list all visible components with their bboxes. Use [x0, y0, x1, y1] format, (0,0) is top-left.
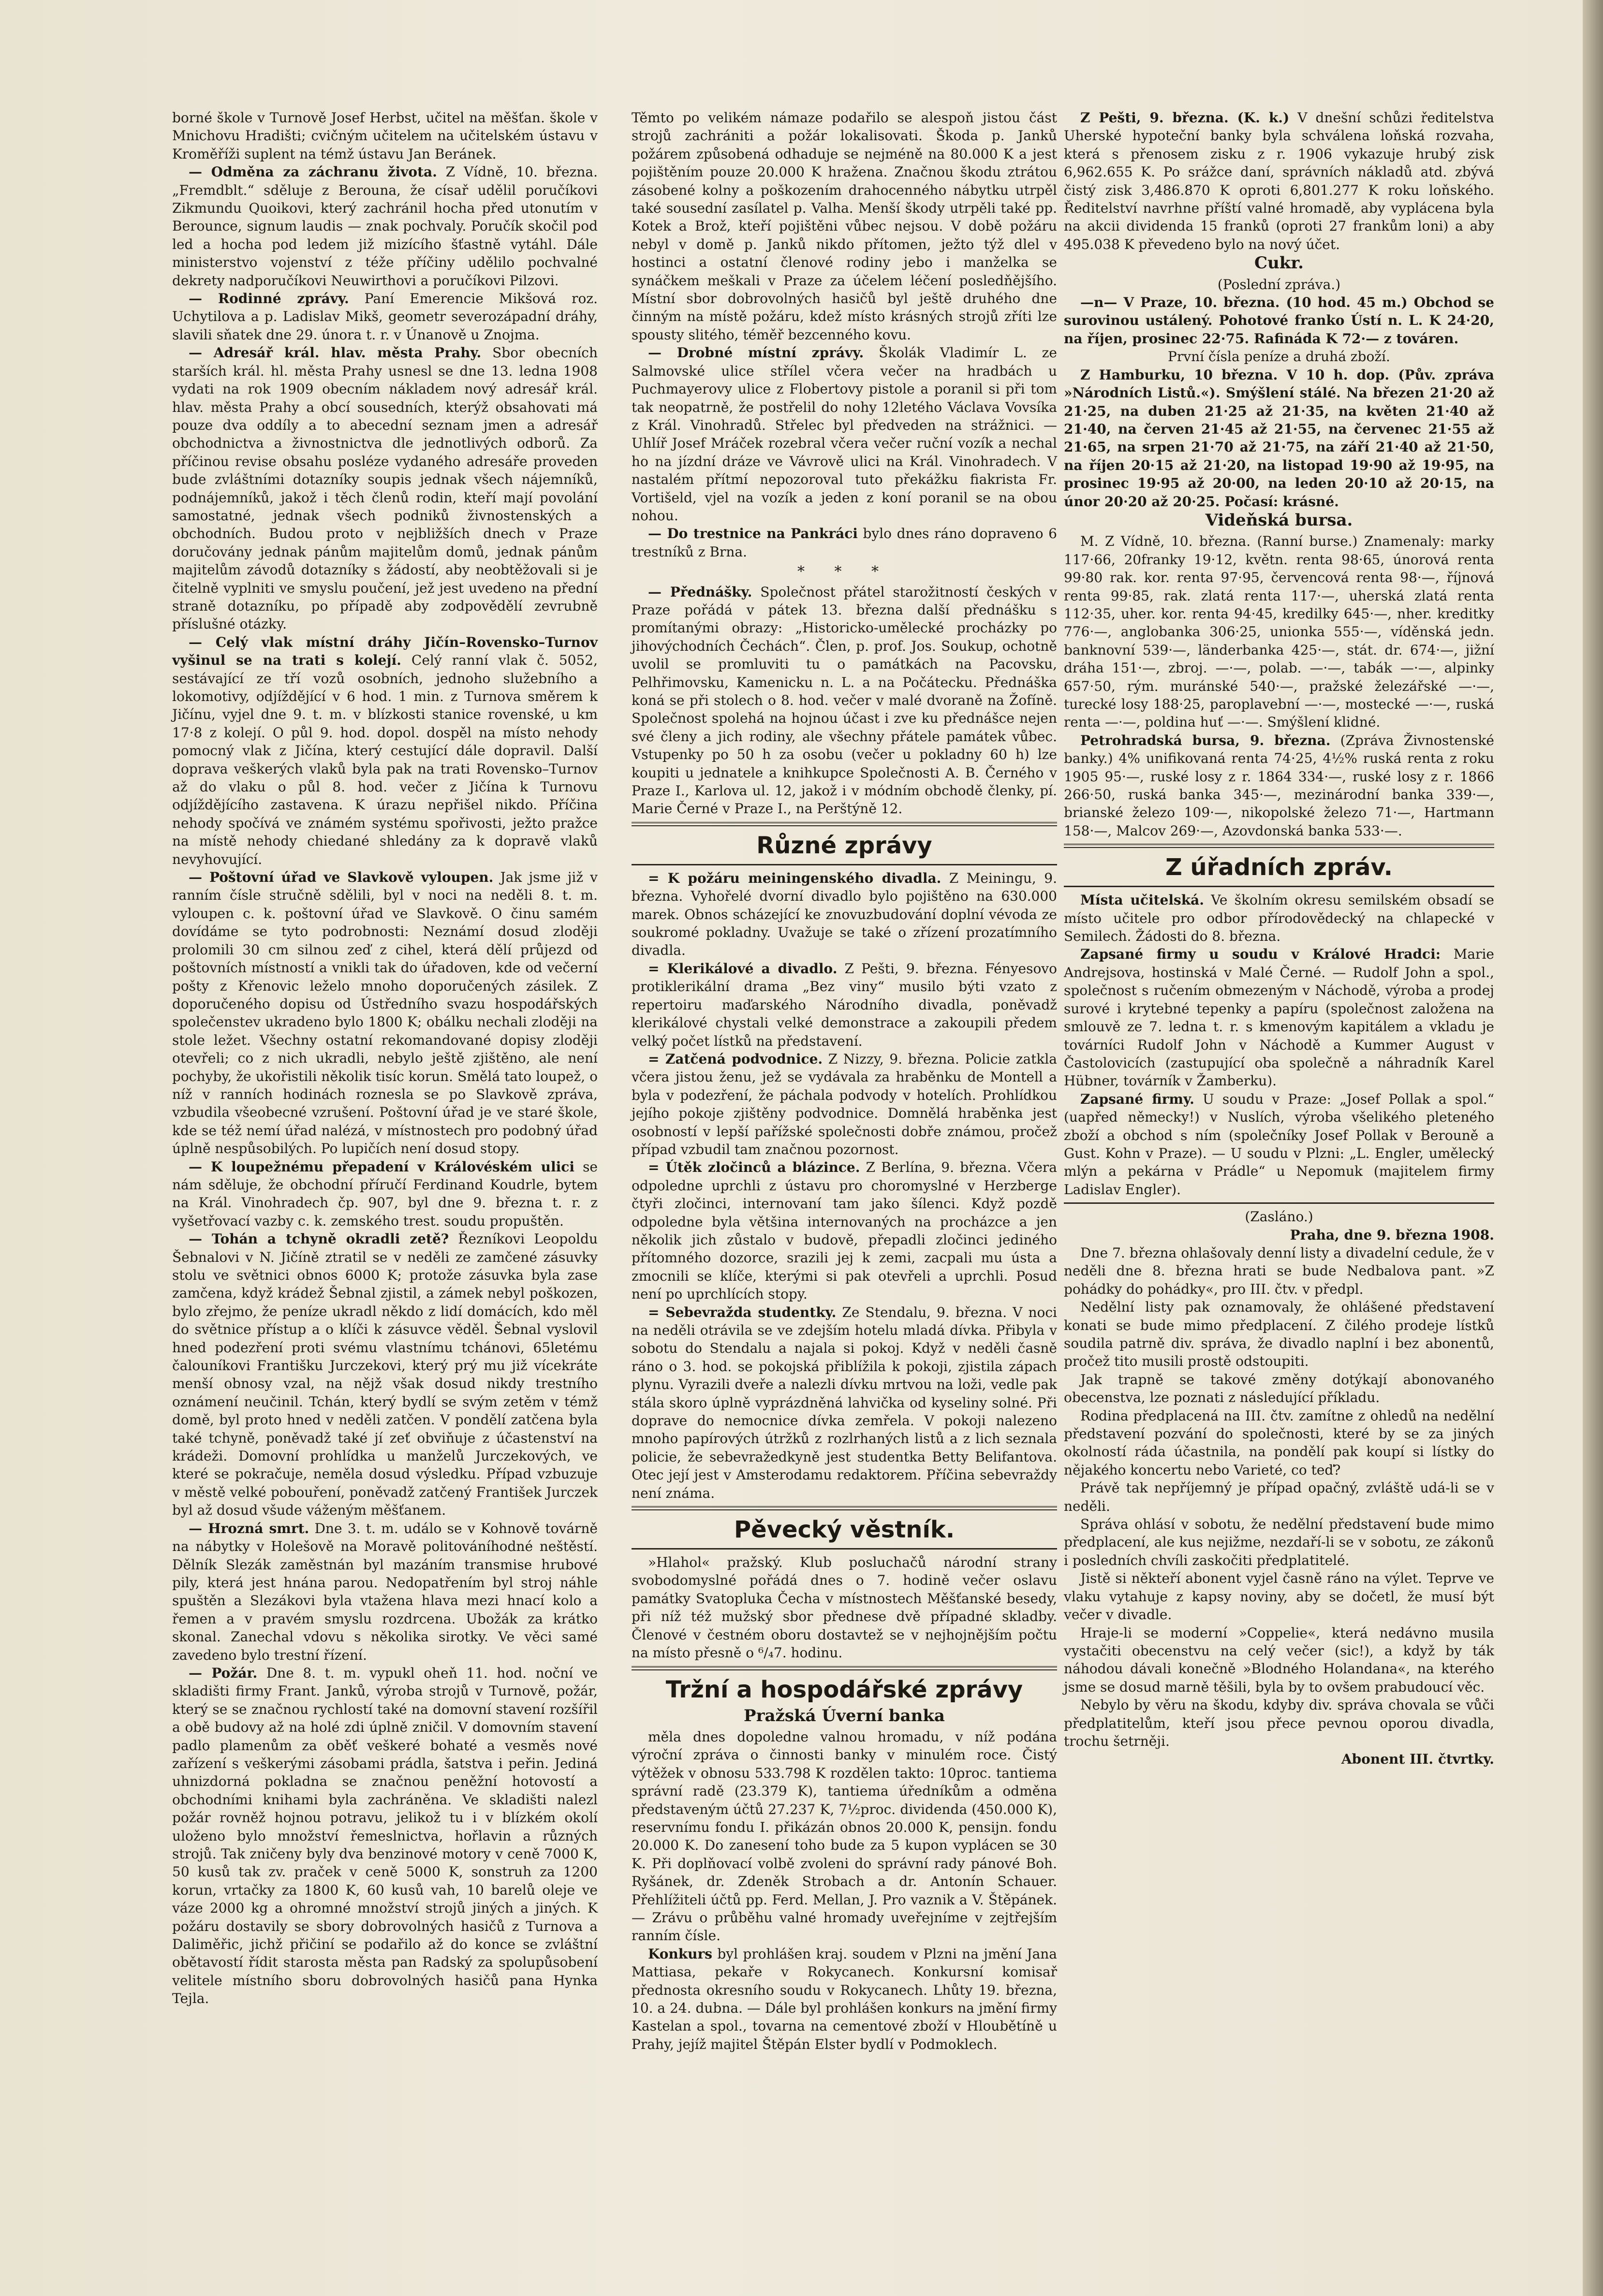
article-heading: — Přednášky.	[648, 584, 752, 600]
article	[632, 869, 1057, 960]
section-heading: Pěvecký věstník.	[734, 1516, 955, 1544]
article	[632, 1945, 1057, 2053]
article-text: Jak jsme již v ranním čísle stručně sdělili, byl v noci na neděli 8. t. m. vyloupen c. k. poštovní úřad ve Slavkově. O činu samém dovídáme se tyto podrobnosti: Neznámí dosud zloději prolomili 30 cm silnou zeď z cihel, která dělí průjezd od poštovních místností a vnikli tak do úřadoven, kde od večerní pošty z Křenovic leželo mnoho doporučených zásilek. Z doporučeného dopisu od Ústředního svazu hospodářských společenstev ukradeno bylo 1800 K; obálku nechali zloději na stole ležet. Všechny ostatní rekomandované dopisy zloději otevřeli; co z nich ukradli, nebylo ještě zjištěno, ale není pochyby, že ukořistili několik tisíc korun. Smělá tato loupež, o níž v ranních hodinách roznesla se po Slavkově zpráva, vzbudila všeobecné vzrušení. Poštovní úřad je ve staré škole, kde se též nemí úřad nalézá, v místnostech pro podobný úřad úplně nespůsobilých. Po lupičích není dosud stopy.	[172, 869, 598, 1157]
paragraph: Dne 7. března ohlašovaly denní listy a divadelní cedule, že v neděli dne 8. března hrati se bude Nedbalova pant. »Z pohádky do pohádky«, pro III. čtv. v předpl.	[1064, 1244, 1494, 1297]
article	[1064, 109, 1494, 253]
article	[632, 1303, 1057, 1502]
article	[172, 290, 598, 344]
paragraph: Nebylo by věru na škodu, kdyby div. správa chovala se vůči předplatitelům, kteří jsou přece pevnou oporou divadla, trochu šetrněji.	[1064, 1697, 1494, 1749]
divider	[1064, 844, 1494, 848]
note: První čísla peníze a druhá zboží.	[1168, 349, 1390, 365]
article	[632, 1158, 1057, 1303]
article	[172, 1520, 598, 1664]
article	[1064, 731, 1494, 840]
article-heading: — Požár.	[189, 1665, 258, 1681]
subheading-note: (Poslední zpráva.)	[1217, 276, 1341, 292]
article-text: V dnešní schůzi ředitelstva Uherské hypoteční banky byla schválena loňská rozvaha, která s přenosem zisku z r. 1906 vykazuje hrubý zisk 6,962.655 K. Po srážce daní, správních nákladů atd. zbývá čistý zisk 3,486.870 K oproti 6,801.277 K roku loňského. Ředitelství navrhne příští valné hromadě, aby vyplácena byla na akcii dividenda 15 franků (oproti 27 frankům loni) a aby 495.038 K převedeno bylo na nový účet.	[1064, 110, 1494, 252]
article	[1064, 945, 1494, 1090]
paragraph: »Hlahol« pražský. Klub posluchačů národní strany svobodomyslné pořádá dnes o 7. hodině večer oslavu památky Svatopluka Čecha v místnostech Měšťanské besedy, při níž též mužský sbor přednese dvě případné skladby. Členové v čestném oboru dostavtež se v nejhojnějším počtu na místo přesně o ⁶/₄7. hodinu.	[632, 1554, 1057, 1661]
article-text: Dne 3. t. m. událo se v Kohnově továrně na nábytky v Holešově na Moravě politováníhodné neštěstí. Dělník Slezák zaměstnán byl mazáním transmise hrubové pily, která jest hnána parou. Nedopatřením byl stroj náhle spuštěn a Slezákovi byla vtažena hlava mezi hnací kolo a řemen a v pravém smyslu rozdrcena. Ubožák za krátko skonal. Zanechal vdovu s několika sirotky. Ve věci samé zavedeno bylo trestní řízení.	[172, 1520, 598, 1663]
article	[1064, 1090, 1494, 1199]
article-heading: — Adresář král. hlav. města Prahy.	[189, 345, 482, 361]
article-text: Z Berlína, 9. března. Včera odpoledne uprchli z ústavu pro choromyslné v Herzberge čtyři zločinci, internovaní tam jako šílenci. Když pozdě odpoledne byla většina internovaných na procházce a jen několik jich zůstalo v budově, přepadli zločinci jediného přítomného dozorce, srazili jej k zemi, zacpali mu ústa a zmocnili se klíče, kterými si pak otevřeli a uprchli. Posud není po uprchlících stopy.	[632, 1159, 1057, 1302]
article-heading: — K loupežnému přepadení v Královéském ulici	[189, 1158, 574, 1175]
subheading: Pražská Úverní banka	[744, 1706, 945, 1726]
paragraph: Těmto po velikém námaze podařilo se alespoň jistou část strojů zachrániti a požár lokalisovati. Škoda p. Janků požárem způsobená odhaduje se nejméně na 80.000 K a jest pojištěním pouze 20.000 K hražena. Značnou škodu ztrátou zásobené kolny a poškozením drahocenného nábytku utrpěl také sousední zasílatel p. Valha. Menší škody utrpěli také pp. Kotek a Brož, kteří pojištěni vůbec nejsou. V době požáru nebyl v domě p. Janků nikdo přítomen, ježto týž dlel v hostinci a ostatní členové rodiny jebo i manželka se synáčkem meškali v Praze za účelem léčení posledňějšího. Místní sbor dobrovolných hasičů byl ještě druhého dne činným na místě požáru, kdež místo krásných strojů zříti lze spousty slitého, téměř bezcenného kovu.	[632, 110, 1057, 343]
article	[632, 1050, 1057, 1158]
dateline: Praha, dne 9. března 1908.	[1290, 1227, 1494, 1243]
market-report: Z Hamburku, 10 března. V 10 h. dop. (Pův. zpráva »Národních Listů.«). Smýšlení stálé. Na březen 21·20 až 21·25, na duben 21·25 až 21·35, na květen 21·40 až 21·40, na červen 21·45 až 21·55, na červenec 21·55 až 21·65, na srpen 21·70 až 21·75, na září 21·40 až 21·50, na říjen 20·15 až 21·20, na listopad 19·90 až 19·95, na prosinec 19·95 až 20·00, na leden 20·10 až 20·15, na únor 20·20 až 20·25. Počasí: krásné.	[1064, 366, 1494, 510]
article	[632, 583, 1057, 818]
section-heading: Tržní a hospodářské zprávy	[665, 1676, 1023, 1703]
article-heading: = Klerikálové a divadlo.	[648, 960, 838, 977]
article	[632, 344, 1057, 525]
article	[1064, 891, 1494, 945]
article-heading: — Poštovní úřad ve Slavkově vyloupen.	[189, 869, 494, 886]
paragraph: Právě tak nepříjemný je případ opačný, zvláště udá-li se v neděli.	[1064, 1480, 1494, 1514]
article-heading: — Do trestnice na Pankráci	[648, 526, 858, 542]
subheading: Cukr.	[1254, 253, 1304, 273]
paragraph: Rodina předplacená na III. čtv. zamítne z ohledů na nedělní představení pozvání do společnosti, které by se za jiných okolností ráda účastnila, na pondělí pak koupí si lístky do nějakého koncertu nebo Varieté, co teď?	[1064, 1407, 1494, 1478]
paragraph: Hraje-li se moderní »Coppelie«, která nedávno musila vystačiti obecenstvu na celý večer (sic!), a když by ták náhodou dávali konečně »Blodného Holandana«, na kterého jsme se dosud marně těšili, byla by to ovšem prabudoucí věc.	[1064, 1624, 1494, 1695]
article-text: Řezníkovi Leopoldu Šebnalovi v N. Jičíně ztratil se v neděli ze zamčené zásuvky stolu ve světnici obnos 6000 K; protože zásuvka byla zase zamčena, když krádež Šebnal zjistil, a zámek nebyl poškozen, bylo zřejmo, že peníze ukradl někdo z lidí domácích, kdo měl do světnice přístup a o klíči k zásuvce věděl. Šebnal vyslovil hned podezření proti svému vlastnímu tchánovi, 65letému čalouníkovi Františku Jurczekovi, který prý mu již vícekráte menší obnosy vzal, na nějž však dosud nikdy trestního oznámení neučinil. Tchán, který bydlí se svým zetěm v témž domě, byl proto hned v neděli zatčen. V pondělí zatčena byla také tchyně, poněvadž také jí zeť obviňuje z účastenství na krádeži. Domovní prohlídka u manželů Jurczekových, ve které se pokračuje, neměla dosud výsledku. Případ vzbuzuje v městě velké pobouření, poněvadž zatčený František Jurczek byl až dosud všude váženým měšťanem.	[172, 1231, 598, 1519]
article-heading: — Hrozná smrt.	[189, 1520, 309, 1536]
divider	[632, 822, 1057, 826]
article	[172, 1230, 598, 1520]
paragraph: Jistě si někteří abonent vyjel časně ráno na výlet. Teprve ve vlaku vytahuje z kapsy noviny, aby se dočetl, že musí být večer v divadle.	[1064, 1570, 1494, 1623]
article	[172, 344, 598, 633]
subheading: Videňská bursa.	[1205, 510, 1353, 530]
article-text: Z Nizzy, 9. března. Policie zatkla včera jistou ženu, jež se vydávala za hraběnku de Montell a byla v podezření, že páchala podvody v hotelích. Prohlídkou jejího pokoje zjištěny podvodnice. Domnělá hraběnka jest osobností v lepší pařížské společnosti dobře známou, pročež případ vzbudil tam značnou pozornost.	[632, 1051, 1058, 1157]
article-heading: — Drobné místní zprávy.	[648, 345, 864, 361]
article-text: Z Meiningu, 9. března. Vyhořelé dvorní divadlo bylo pojištěno na 630.000 marek. Obnos scházející ke znovuzbudování doplní vévoda ze soukromé pokladny. Uvažuje se také o zřízení prozatímního divadla.	[632, 870, 1058, 959]
divider	[1064, 886, 1494, 887]
paragraph: Nedělní listy pak oznamovaly, že ohlášené představení konati se bude mimo předplacení. Z čilého prodeje lístků soudila patrně div. správa, že divadlo naplní i bez abonentů, pročež tito musili prostě odstoupiti.	[1064, 1299, 1494, 1370]
article-heading: = Zatčená podvodnice.	[648, 1051, 823, 1067]
note: (Zasláno.)	[1245, 1209, 1313, 1225]
article-heading: — Rodinné zprávy.	[189, 291, 349, 307]
market-report: M. Z Vídně, 10. března. (Ranní burse.) Znamenaly: marky 117·66, 20franky 19·12, květn. renta 98·65, únorová renta 99·80 rak. kor. renta 97·95, červencová renta 98·—, říjnová renta 99·85, rak. zlatá renta 117·—, uherská zlatá renta 112·35, uher. kor. renta 94·45, kredilky 645·—, nher. kreditky 776·—, anglobanka 306·25, unionka 555·—, víděnská jedn. banknovní 539·—, länderbanka 425·—, stát. dr. 674·—, jižní dráha 151·—, zbroj. —·—, polab. —·—, tabák —·—, alpinky 657·50, rým. muránské 540·—, pražské železářské —·—, turecké losy 188·25, paroplavební —·—, mostecké —·—, ruská renta —·—, poldina huť —·—. Smýšlení klidné.	[1064, 533, 1494, 731]
article-text: Sbor obecních starších král. hl. města Prahy usnesl se dne 13. ledna 1908 vydati na rok 1909 obecním nákladem nový adresář král. hlav. města Prahy a obcí sousedních, kterýž obsahovati má pouze dva oddíly a to abecední seznam jmen a adresář obchodnictva a živnostnictva dle jednotlivých odborů. Za příčinou revise obsahu posléze vydaného adresáře proveden bude zvláštními dotazníky soupis jednak všech nájemníků, podnájemníků, jakož i těch členů rodin, kteří mají povolání samostatné, jednak všech podniků živnostenských a obchodních. Budou proto v nejbližších dnech v Praze doručovány jednak pánům majitelům domů, jednak pánům majitelům závodů dotazníky s žádostí, aby neobtěžovali si je čitelně vyplniti ve smyslu poučení, jež jest uvedeno na přední straně dotazníku, po případě aby zodpovědělí zevrubně příslušné otázky.	[172, 345, 598, 632]
article-heading: = K požáru meiningenského divadla.	[648, 870, 941, 886]
market-report: —n— V Praze, 10. března. (10 hod. 45 m.) Obchod se surovinou ustálený. Pohotové franko Ústí n. L. K 24·20, na říjen, prosinec 22·75. Rafináda K 72·— z továren.	[1064, 294, 1494, 347]
divider	[632, 864, 1057, 865]
article-text: bylo dnes ráno dopraveno 6 trestníků z Brna.	[632, 526, 1057, 560]
article-text: Ze Stendalu, 9. března. V noci na neděli otrávila se ve zdejším hotelu mladá dívka. Přibyla v sobotu do Stendalu a najala si pokoj. Když v neděli časně ráno o 3. hod. se pokojská přiblížila k pokoji, zjistila zápach plynu. Vyrazili dveře a nalezli dívku mrtvou na loži, vedle pak stála skoro úplně vyprázdněná lahvička od kyseliny solné. Při doprave do nemocnice dívka zemřela. V pokoji nalezeno mnoho papírových útržků z rozlrhaných listů a z lich seznala policie, že sebevražedkyně jest studentka Betty Belifantova. Otec její jest v Amsterodamu redaktorem. Příčina sebevraždy není známa.	[632, 1304, 1057, 1501]
article	[172, 868, 598, 1158]
article	[172, 1664, 598, 2008]
article-heading: = Sebevražda studentky.	[648, 1304, 837, 1320]
paragraph: Jak trapně se takové změny dotýkají abonovaného obecenstva, lze poznati z následující příkladu.	[1064, 1371, 1494, 1406]
article-heading: Petrohradská bursa, 9. března.	[1080, 732, 1331, 748]
paragraph: Správa ohlásí v sobotu, že nedělní představení bude mimo předplacení, ale kus nejižme, nezdaří-li se v sobotu, ze zákonů i posledních chvíli zaskočiti předplatitelé.	[1064, 1516, 1494, 1568]
article-heading: Zapsané firmy u soudu v Králové Hradci:	[1080, 946, 1441, 963]
article-heading: Zapsané firmy.	[1080, 1091, 1194, 1107]
section-heading: Různé zprávy	[756, 832, 932, 859]
article-text: Celý ranní vlak č. 5052, sestávající ze tří vozů osobních, jednoho služebního a lokomotivy, odjíždějící v 6 hod. 1 min. z Turnova směrem k Jičínu, vyjel dne 9. t. m. v blízkosti stanice rovenské, u km 17·8 z kolejí. O půl 9. hod. dopol. dospěl na místo nehody pomocný vlak z Jičína, který cestující dále dopravil. Další doprava veškerých vlaků byla pak na trati Rovensko–Turnov až do vlaku o půl 8. hod. večer z Jičína k Turnovu odjíždějícího zastavena. K úrazu nepřišel nikdo. Příčina nehody spočívá ve známém systému spořivosti, ježto pražce na místě nehody chiedané shledány za k dopravě vlaků nevyhovující.	[172, 652, 598, 867]
article-heading: — Odměna za záchranu života.	[189, 164, 437, 180]
page-edge-shadow	[1583, 0, 1603, 2296]
article-heading: Konkurs	[648, 1945, 713, 1962]
article	[632, 960, 1057, 1050]
column-1	[172, 109, 598, 2008]
article-text: Dne 8. t. m. vypukl oheň 11. hod. noční ve skladišti firmy Frant. Janků, výroba strojů v Turnově, požár, který se se značnou rychlostí také na domovní stavení rozšířil a obě budovy až na holé zdi úplně zničil. V domovním stavení padlo plamenům za oběť veškeré bohaté a vesměs nové zařízení s veškerými zásobami prádla, šatstva i peřin. Jediná uhnizdorná pokladna se značnou peněžní hotovostí a obchodními knihami byla zachráněna. Ve skladišti nalezl požár rovněž hojnou potravu, jelikož tu i v blízkém okolí uloženo bylo množství řemeslnictva, hořlavin a různých strojů. Tak zničeny byly dva benzinové motory v ceně 7000 K, 50 kusů tak zv. praček v ceně 5000 K, sonstruh za 1200 korun, vrtačky za 1800 K, 60 kusů vah, 10 barelů oleje ve váze 2000 kg a ohromné množství strojů jiných a jiných. K požáru dostavily se sbory dobrovolných hasičů z Turnova a Daliměřic, jichž přičiní se podařilo až do konce se zvláštní obětavostí řídit starosta města pan Radský za spolupůsobení velitele místního sboru dobrovolných hasičů pana Hynka Tejla.	[172, 1665, 598, 2007]
divider	[1064, 1202, 1494, 1204]
article-text: Marie Andrejsova, hostinská v Malé Černé. — Rudolf John a spol., společnost s ručením obmezeným v Náchodě, výroba a prodej surové i krytebné tepenky a papíru (společnost založena na smlouvě ze 7. ledna t. r. s kmenovým kapitálem a vkladu je továrníci Rudolf John v Náchodě a Kummer August v Častolovicích (zastupující oba společně a náhradník Karel Hübner, továrník v Žamberku).	[1064, 946, 1494, 1089]
article-text: Společnost přátel starožitností českých v Praze pořádá v pátek 13. března další přednášku s promítanými obrazy: „Historicko-umělecké procházky po jihovýchodních Čechách“. Člen, p. prof. Jos. Soukup, ochotně uvolil se promluviti tu o památkách na Pacovsku, Pelhřimovsku, Kamenicku n. L. a na Počátecku. Přednáška koná se při stolech o 8. hod. večer v malé dvoraně na Žofíně. Společnost spolehá na hojnou účast i zve ku přednášce nejen své členy a jich rodiny, ale všechny přátele památek vůbec. Vstupenky po 50 h za osobu (večer u pokladny 60 h) lze koupiti u jednatele a knihkupce Společnosti A. B. Černého v Praze I., Karlova ul. 12, jakož i v módním obchodě členky, pí. Marie Černé v Praze I., na Perštýně 12.	[632, 584, 1057, 817]
article-heading: Místa učitelská.	[1080, 892, 1205, 908]
divider	[632, 1666, 1057, 1670]
article-text: se nám sděluje, že obchodní příručí Ferdinand Koudrle, bytem na Král. Vinohradech čp. 907, byl dne 9. března t. r. z vyšetřovací vazby c. k. zemského trest. soudu propuštěn.	[172, 1158, 598, 1229]
divider	[632, 1548, 1057, 1550]
article-text: Z Vídně, 10. března. „Fremdblt.“ sděluje z Berouna, že císař udělil poručíkovi Zikmundu Quoikovi, který zachránil hocha před utonutím v Berounce, signum laudis — znak pochvaly. Poručík skočil pod led a hocha pod ledem již mizícího šťastně vytáhl. Dále ministerstvo vojenství z téže příčiny udělilo pochvalné dekrety nadporučíkovi Neuwirthovi a poručíkovi Pilzovi.	[172, 164, 598, 289]
article-text: Školák Vladimír L. ze Salmovské ulice střílel včera večer na hradbách u Puchmayerovy ulice z Flobertovy pistole a poranil si při tom tak neopatrně, že postřelil do nohy 12letého Václava Vovsíka z Král. Vinohradů. Střelec byl předveden na strážnici. — Uhlíř Josef Mráček rozebral včera večer ruční vozík a nechal ho na jízdní dráze ve Vávrově ulici na Král. Vinohradech. V nastalém přítmí nepozoroval tuto překážku fiakrista Fr. Vortišeld, vjel na vozík a jeden z koní poranil se na obou nohou.	[632, 345, 1057, 524]
divider	[632, 1506, 1057, 1510]
column-3	[1064, 109, 1494, 1769]
article	[172, 1158, 598, 1230]
column-2	[632, 109, 1057, 2053]
article-heading: Z Pešti, 9. března. (K. k.)	[1080, 110, 1290, 126]
paragraph: měla dnes dopoledne valnou hromadu, v níž podána výroční zpráva o činnosti banky v minulém roce. Čistý výtěžek v obnosu 533.798 K rozdělen takto: 10proc. tantiema správní radě (23.379 K), tantiema úředníkům a odměna představeným účtů 27.237 K, 7½proc. dividenda (450.000 K), reservnímu fondu I. přikázán obnos 20.000 K, pensijn. fondu 20.000 K. Do zanesení toho bude za 5 kupon vyplácen se 30 K. Při doplňovací volbě zvoleni do správní rady pánové Boh. Ryšánek, dr. Zdeněk Strobach a dr. Antonín Schauer. Přehlížiteli účtů pp. Ferd. Mellan, J. Pro vaznik a V. Štěpánek. — Zrávu o průběhu valné hromady uveřejníme v zejtřejším ranním čísle.	[632, 1728, 1057, 1944]
article-text: Ve školním okresu semilském obsadí se místo učitele pro odbor přírodovědecký na chlapecké v Semilech. Žádosti do 8. března.	[1064, 892, 1494, 945]
signature: Abonent III. čtvrtky.	[1341, 1751, 1494, 1768]
article-text: Paní Emerencie Mikšová roz. Uchytilova a p. Ladislav Mikš, geometr severozápadní dráhy, slavili sňatek dne 29. února t. r. v Únanově u Znojma.	[172, 291, 598, 343]
paragraph: borné škole v Turnově Josef Herbst, učitel na měšťan. škole v Mnichovu Hradišti; cvičným učitelem na učitelském ústavu v Kroměříži suplent na témž ústavu Jan Beránek.	[172, 110, 598, 162]
article-heading: — Celý vlak místní dráhy Jičín–Rovensko–Turnov vyšinul se na trati s kolejí.	[172, 634, 598, 669]
article-heading: — Tohán a tchyně okradli zetě?	[189, 1231, 449, 1247]
section-stars: * * *	[797, 563, 892, 581]
article-heading: = Útěk zločinců a blázince.	[648, 1159, 860, 1176]
article	[172, 163, 598, 290]
article-text: byl prohlášen kraj. soudem v Plzni na jmění Jana Mattiasa, pekaře v Rokycanech. Konkursní komisař přednosta okresního soudu v Rokycanech. Lhůty 19. března, 10. a 24. dubna. — Dále byl prohlášen konkurs na jmění firmy Kastelan a spol., tovarna na cementové zboží v Hloubětíně u Prahy, jejíž majitel Štěpán Elster bydlí v Podmoklech.	[632, 1945, 1057, 2052]
article	[172, 633, 598, 868]
article-text: U soudu v Praze: „Josef Pollak a spol.“ (uapřed německy!) v Nuslích, výroba všelikého pleteného zboží a obchod s ním (společníky Josef Pollak v Berouně a Gust. Kohn v Praze). — U soudu v Plzni: „L. Engler, umělecký mlýn a pekárna v Prádle“ u Nepomuk (majitelem firmy Ladislav Engler).	[1064, 1091, 1495, 1198]
article-text: (Zpráva Živnostenské banky.) 4% unifikovaná renta 74·25, 4½% ruská renta z roku 1905 95·—, ruské losy z r. 1864 334·—, ruské losy z r. 1866 266·50, ruská banka 345·—, mezinárodní banka 339·—, brianské železo 109·—, nikopolské železo 71·—, Hartmann 158·—, Malcov 269·—, Azovdonská banka 533·—.	[1064, 732, 1494, 839]
section-heading: Z úřadních zpráv.	[1165, 854, 1393, 881]
article	[632, 525, 1057, 561]
article-text: Z Pešti, 9. března. Fényesovo protiklerikální drama „Bez viny“ musilo býti vzato z repertoiru maďarského Národního divadla, poněvadž klerikálové chystali velké demonstrace a zakoupili předem velký počet lístků na představení.	[632, 960, 1057, 1049]
